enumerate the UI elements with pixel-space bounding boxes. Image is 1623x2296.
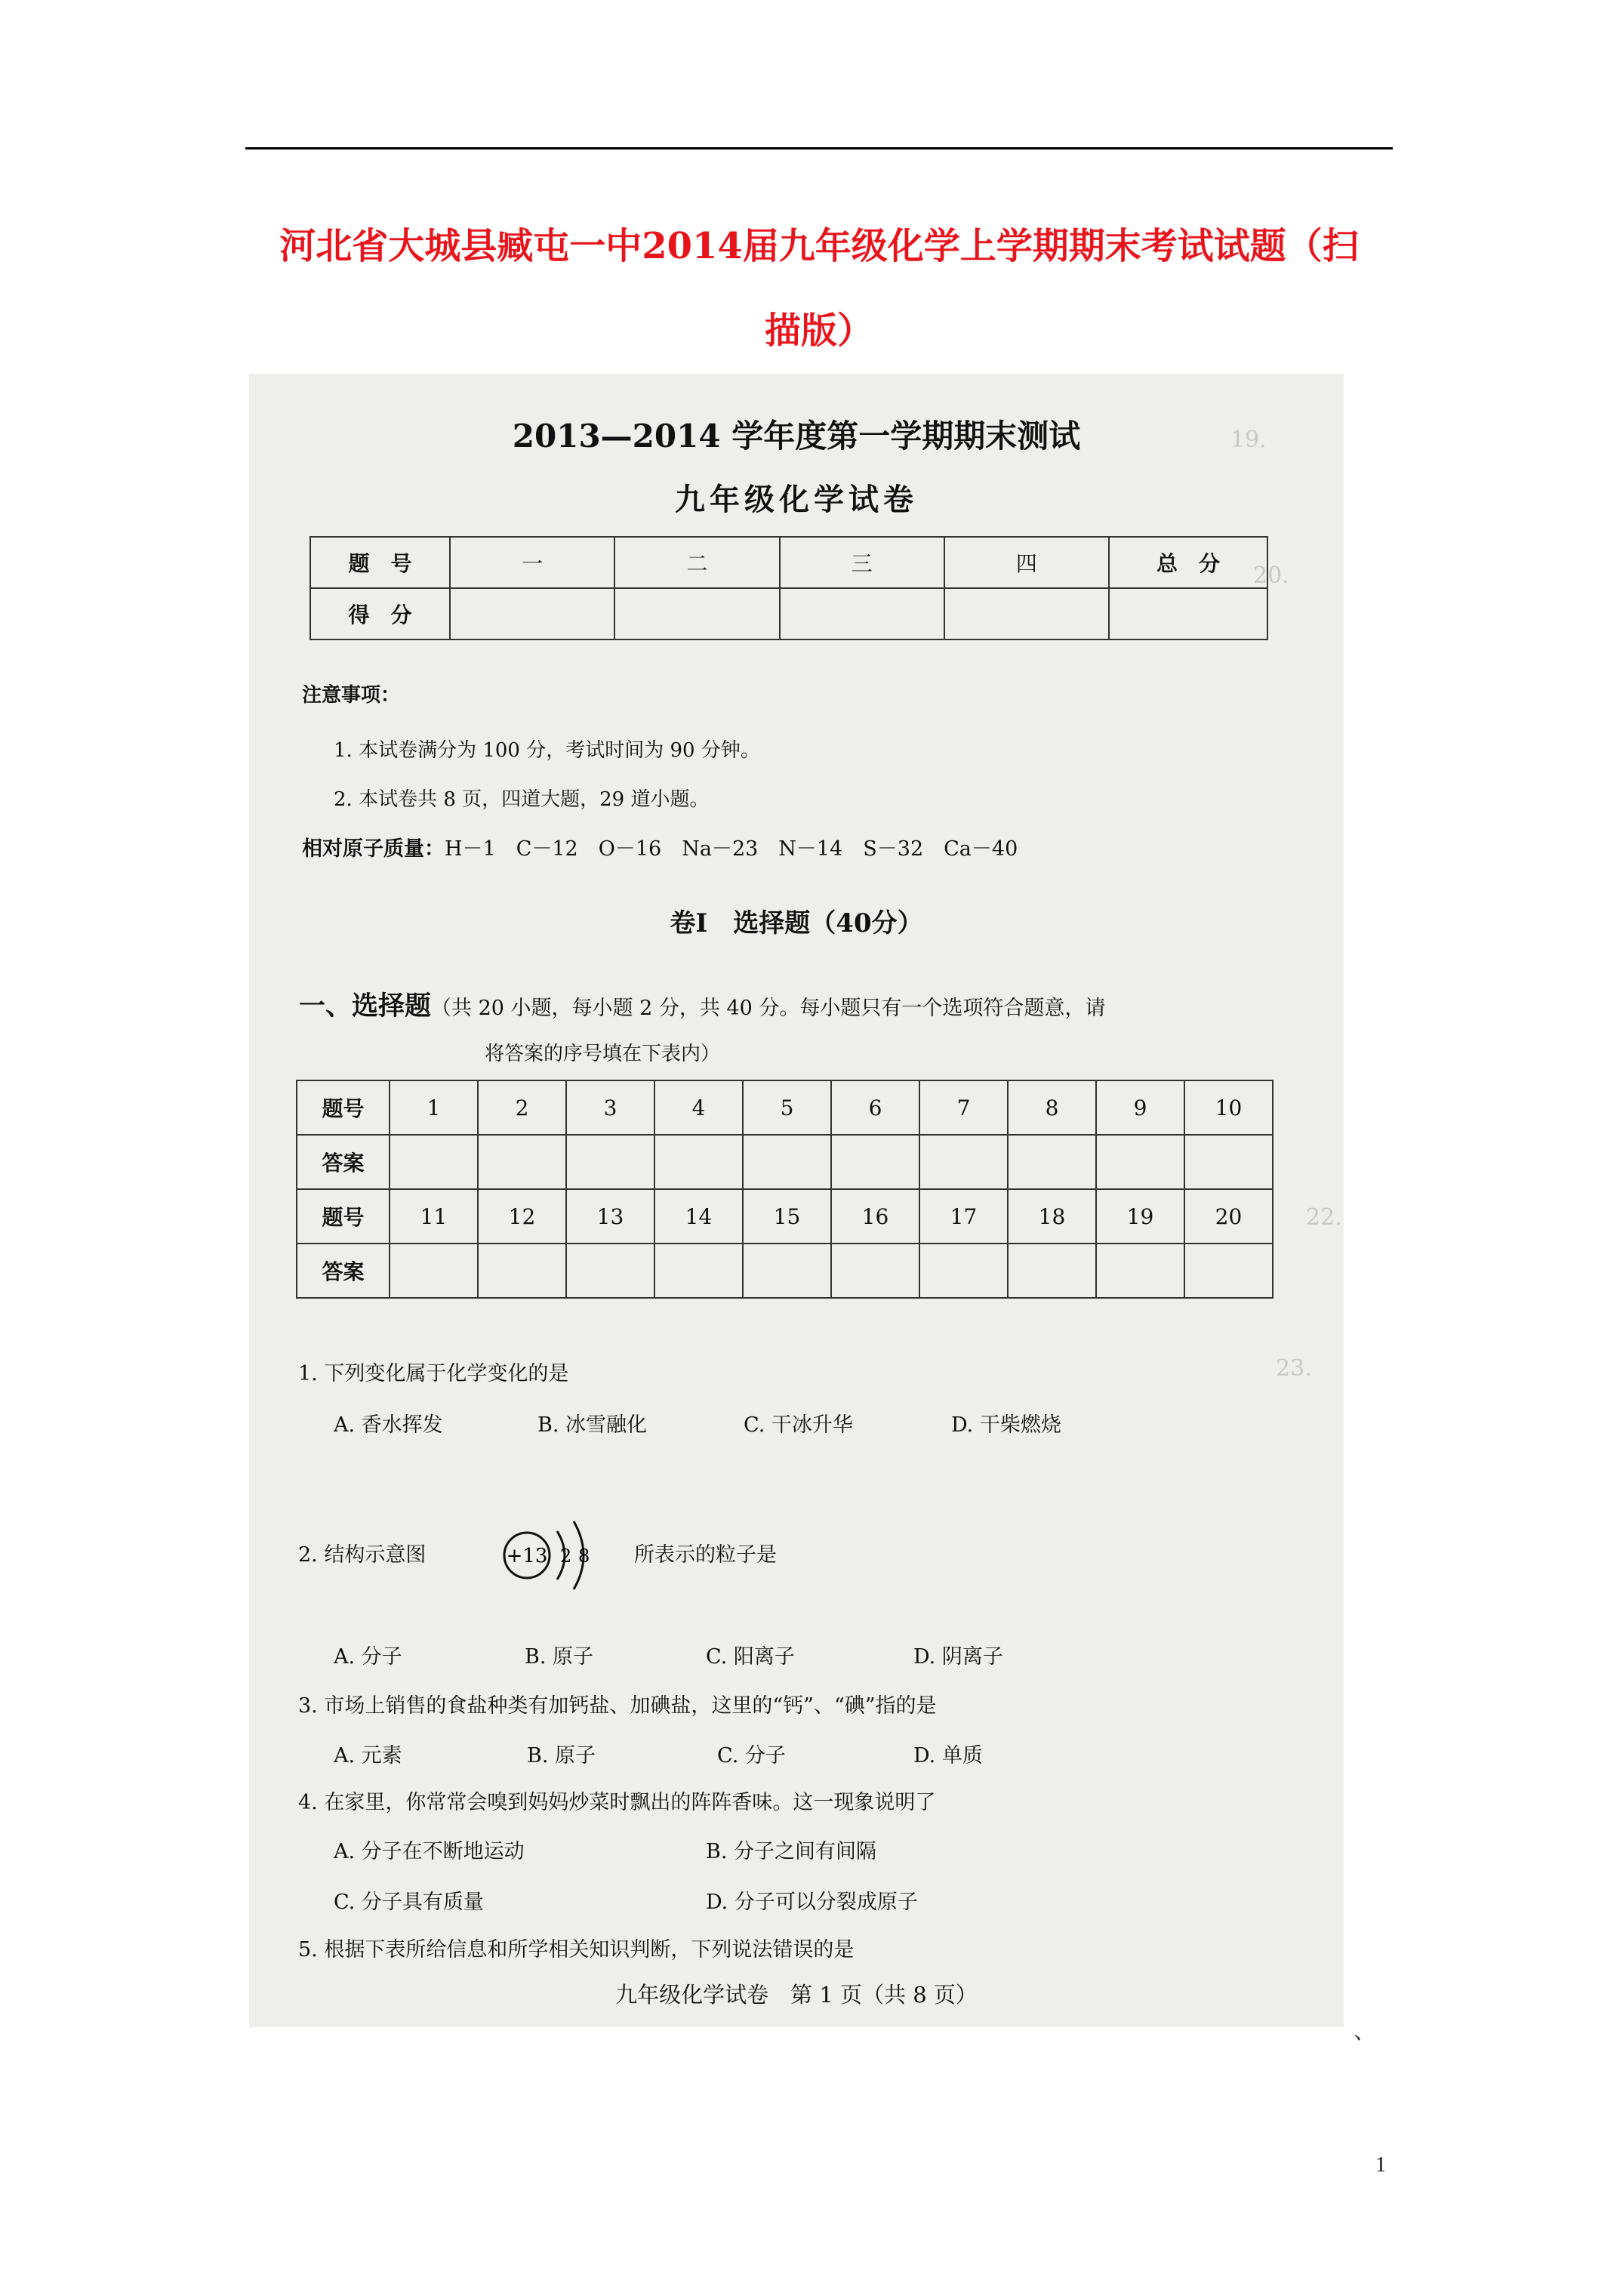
answer-cell <box>654 1135 743 1189</box>
exam-page-footer: 九年级化学试卷 第 1 页（共 8 页） <box>615 1982 978 2008</box>
answer-cell <box>743 1244 831 1298</box>
part1-heading <box>299 985 1105 1023</box>
bleed-through-text: 19. <box>1230 427 1267 453</box>
question-number-cell: 4 <box>654 1080 743 1135</box>
answer-table-number-row <box>297 1189 1273 1244</box>
answer-cell <box>654 1244 743 1298</box>
answer-cell <box>831 1244 919 1298</box>
score-cell: 一 <box>450 537 614 588</box>
question-1-option: C. 干冰升华 <box>744 1413 853 1437</box>
answer-cell <box>919 1244 1008 1298</box>
top-rule <box>245 147 1393 149</box>
question-number-cell: 17 <box>919 1189 1008 1244</box>
question-3-option: D. 单质 <box>913 1744 983 1767</box>
question-1-option: D. 干柴燃烧 <box>951 1413 1061 1437</box>
part1-instructions-continued: 将答案的序号填在下表内） <box>485 1043 721 1065</box>
question-number-cell: 10 <box>1184 1080 1273 1135</box>
answer-cell <box>390 1135 478 1189</box>
scanned-exam-page <box>249 374 1344 2027</box>
answer-cell <box>919 1135 1008 1189</box>
answer-cell <box>478 1244 566 1298</box>
answer-table-answer-row <box>297 1135 1273 1189</box>
answer-table-label: 题号 <box>297 1189 390 1244</box>
answer-cell <box>1184 1135 1273 1189</box>
question-number-cell: 8 <box>1008 1080 1096 1135</box>
question-number-cell: 15 <box>743 1189 831 1244</box>
answer-cell <box>1184 1244 1273 1298</box>
answer-cell <box>390 1244 478 1298</box>
score-table-header-row <box>310 537 1267 588</box>
question-1-option: B. 冰雪融化 <box>537 1413 648 1437</box>
answer-cell <box>566 1135 654 1189</box>
document-title-line-1: 河北省大城县臧屯一中2014届九年级化学上学期期末考试试题（扫 <box>279 225 1359 267</box>
score-cell: 得 分 <box>310 588 450 639</box>
question-2-option: D. 阴离子 <box>913 1645 1003 1669</box>
answer-cell <box>1008 1244 1096 1298</box>
question-number-cell: 13 <box>566 1189 654 1244</box>
question-3-option: B. 原子 <box>527 1744 596 1767</box>
question-number-cell: 3 <box>566 1080 654 1135</box>
question-number-cell: 7 <box>919 1080 1008 1135</box>
question-3-option: A. 元素 <box>334 1744 402 1767</box>
shell-electron-count: 8 <box>578 1546 590 1567</box>
atomic-mass-label: 相对原子质量： <box>302 837 445 861</box>
question-4-option: B. 分子之间有间隔 <box>706 1840 877 1863</box>
score-cell: 总 分 <box>1109 537 1267 588</box>
score-table <box>310 536 1268 640</box>
nucleus-charge: +13 <box>506 1545 548 1567</box>
question-number-cell: 2 <box>478 1080 566 1135</box>
answer-table-label: 题号 <box>297 1080 390 1135</box>
score-cell <box>780 588 944 639</box>
bleed-through-text: 23. <box>1276 1355 1312 1382</box>
score-cell <box>944 588 1109 639</box>
stray-mark: 、 <box>1354 2018 1376 2045</box>
score-cell <box>1109 588 1267 639</box>
note-item: 2. 本试卷共 8 页，四道大题，29 道小题。 <box>334 788 710 811</box>
question-number-cell: 6 <box>831 1080 919 1135</box>
page-number: 1 <box>1375 2153 1386 2177</box>
question-number-cell: 19 <box>1096 1189 1184 1244</box>
answer-cell <box>831 1135 919 1189</box>
notes-heading: 注意事项： <box>302 684 401 707</box>
part1-title: 一、选择题 <box>299 991 432 1022</box>
answer-table-label: 答案 <box>297 1244 390 1298</box>
score-cell: 题 号 <box>310 537 450 588</box>
section-title: 卷Ⅰ 选择题（40分） <box>670 908 923 938</box>
question-number-cell: 14 <box>654 1189 743 1244</box>
question-number-cell: 18 <box>1008 1189 1096 1244</box>
question-number-cell: 16 <box>831 1189 919 1244</box>
question-2-option: A. 分子 <box>334 1645 402 1669</box>
answer-table-answer-row <box>297 1244 1273 1298</box>
answer-table-label: 答案 <box>297 1135 390 1189</box>
question-4-stem: 4. 在家里，你常常会嗅到妈妈炒菜时飘出的阵阵香味。这一现象说明了 <box>298 1791 936 1814</box>
document-title-line-2: 描版） <box>764 310 873 352</box>
question-1-stem: 1. 下列变化属于化学变化的是 <box>298 1362 569 1385</box>
bleed-through-text: 22. <box>1306 1204 1342 1231</box>
question-number-cell: 9 <box>1096 1080 1184 1135</box>
score-cell <box>614 588 779 639</box>
question-2-stem-suffix: 所表示的粒子是 <box>634 1543 777 1567</box>
atom-structure-diagram <box>498 1512 619 1595</box>
question-3-option: C. 分子 <box>717 1744 786 1767</box>
score-cell: 三 <box>780 537 944 588</box>
exam-title: 2013—2014 学年度第一学期期末测试 <box>512 418 1081 455</box>
answer-cell <box>478 1135 566 1189</box>
document-title <box>245 204 1393 373</box>
question-number-cell: 11 <box>390 1189 478 1244</box>
question-2-stem-prefix: 2. 结构示意图 <box>298 1543 427 1567</box>
answer-cell <box>1096 1135 1184 1189</box>
question-4-option: D. 分子可以分裂成原子 <box>706 1891 918 1914</box>
question-4-option: C. 分子具有质量 <box>334 1891 484 1914</box>
score-cell: 二 <box>614 537 779 588</box>
question-4-option: A. 分子在不断地运动 <box>334 1840 525 1863</box>
answer-cell <box>1008 1135 1096 1189</box>
question-5-stem: 5. 根据下表所给信息和所学相关知识判断，下列说法错误的是 <box>298 1938 855 1962</box>
shell-electron-count: 2 <box>560 1546 572 1567</box>
question-3-stem: 3. 市场上销售的食盐种类有加钙盐、加碘盐，这里的“钙”、“碘”指的是 <box>298 1694 937 1718</box>
note-item: 1. 本试卷满分为 100 分，考试时间为 90 分钟。 <box>334 739 760 762</box>
score-cell: 四 <box>944 537 1109 588</box>
question-1-option: A. 香水挥发 <box>334 1413 443 1437</box>
score-table-score-row <box>310 588 1267 639</box>
question-2-option: C. 阳离子 <box>706 1645 795 1669</box>
answer-table <box>296 1080 1273 1299</box>
question-number-cell: 5 <box>743 1080 831 1135</box>
question-2-option: B. 原子 <box>525 1645 594 1669</box>
atomic-mass-line <box>302 832 1018 861</box>
atomic-mass-values: H－1 C－12 O－16 Na－23 N－14 S－32 Ca－40 <box>445 837 1018 861</box>
answer-cell <box>1096 1244 1184 1298</box>
question-number-cell: 1 <box>390 1080 478 1135</box>
answer-cell <box>743 1135 831 1189</box>
question-number-cell: 20 <box>1184 1189 1273 1244</box>
exam-subtitle: 九年级化学试卷 <box>675 482 918 517</box>
answer-cell <box>566 1244 654 1298</box>
bleed-through-text: 20. <box>1253 562 1289 589</box>
question-number-cell: 12 <box>478 1189 566 1244</box>
score-cell <box>450 588 614 639</box>
part1-instructions: （共 20 小题，每小题 2 分，共 40 分。每小题只有一个选项符合题意，请 <box>431 997 1106 1020</box>
answer-table-number-row <box>297 1080 1273 1135</box>
